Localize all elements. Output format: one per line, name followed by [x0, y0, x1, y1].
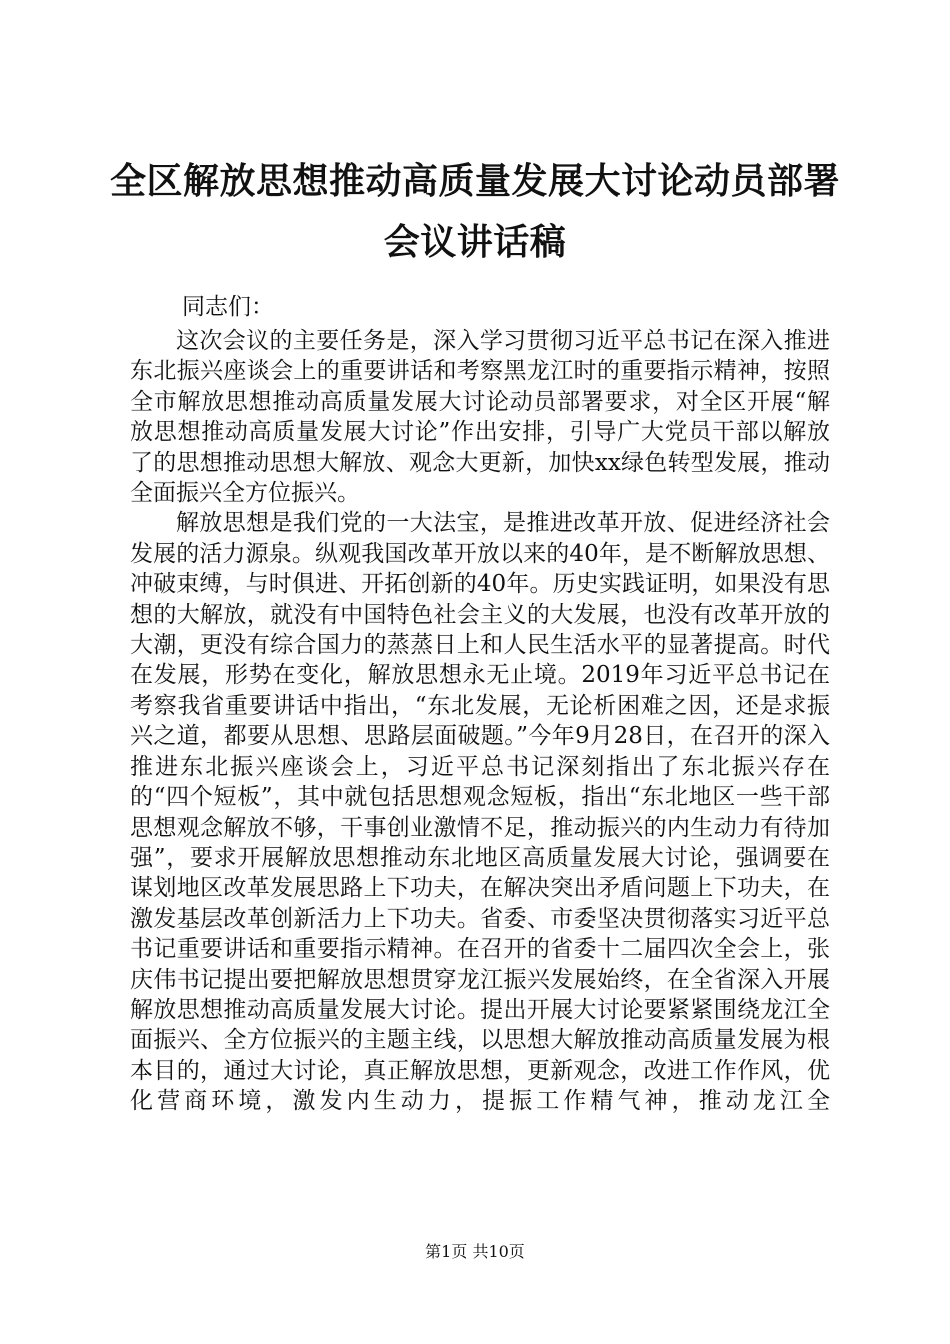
document-body [130, 326, 830, 1117]
page-footer: 第1页 共10页 [425, 1242, 525, 1261]
paragraph: 解放思想是我们党的一大法宝，是推进改革开放、促进经济社会发展的活力源泉。纵观我国改革开放以来的40年，是不断解放思想、冲破束缚，与时俱进、开拓创新的40年。历史实践证明，如果没有思想的大解放，就没有中国特色社会主义的大发展，也没有改革开放的大潮，更没有综合国力的蒸蒸日上和人民生活水平的显著提高。时代在发展，形势在变化，解放思想永无止境。2019年习近平总书记在考察我省重要讲话中指出，“东北发展，无论析困难之因，还是求振兴之道，都要从思想、思路层面破题。”今年9月28日，在召开的深入推进东北振兴座谈会上，习近平总书记深刻指出了东北振兴存在的“四个短板”，其中就包括思想观念短板，指出“东北地区一些干部思想观念解放不够，干事创业激情不足，推动振兴的内生动力有待加强”，要求开展解放思想推动东北地区高质量发展大讨论，强调要在谋划地区改革发展思路上下功夫，在解决突出矛盾问题上下功夫，在激发基层改革创新活力上下功夫。省委、市委坚决贯彻落实习近平总书记重要讲话和重要指示精神。在召开的省委十二届四次全会上，张庆伟书记提出要把解放思想贯穿龙江振兴发展始终，在全省深入开展解放思想推动高质量发展大讨论。提出开展大讨论要紧紧围绕龙江全面振兴、全方位振兴的主题主线，以思想大解放推动高质量发展为根本目的，通过大讨论，真正解放思想，更新观念，改进工作作风，优化营商环境，激发内生动力，提振工作精气神，推动龙江全 [130, 510, 830, 1115]
salutation: 同志们： [182, 294, 274, 320]
document-title-line-1: 全区解放思想推动高质量发展大讨论动员部署 [110, 160, 841, 202]
document-title-line-2: 会议讲话稿 [383, 221, 567, 263]
paragraph: 这次会议的主要任务是，深入学习贯彻习近平总书记在深入推进东北振兴座谈会上的重要讲话和考察黑龙江时的重要指示精神，按照全市解放思想推动高质量发展大讨论动员部署要求，对全区开展“解放思想推动高质量发展大讨论”作出安排，引导广大党员干部以解放了的思想推动思想大解放、观念大更新，加快xx绿色转型发展，推动全面振兴全方位振兴。 [130, 328, 830, 507]
